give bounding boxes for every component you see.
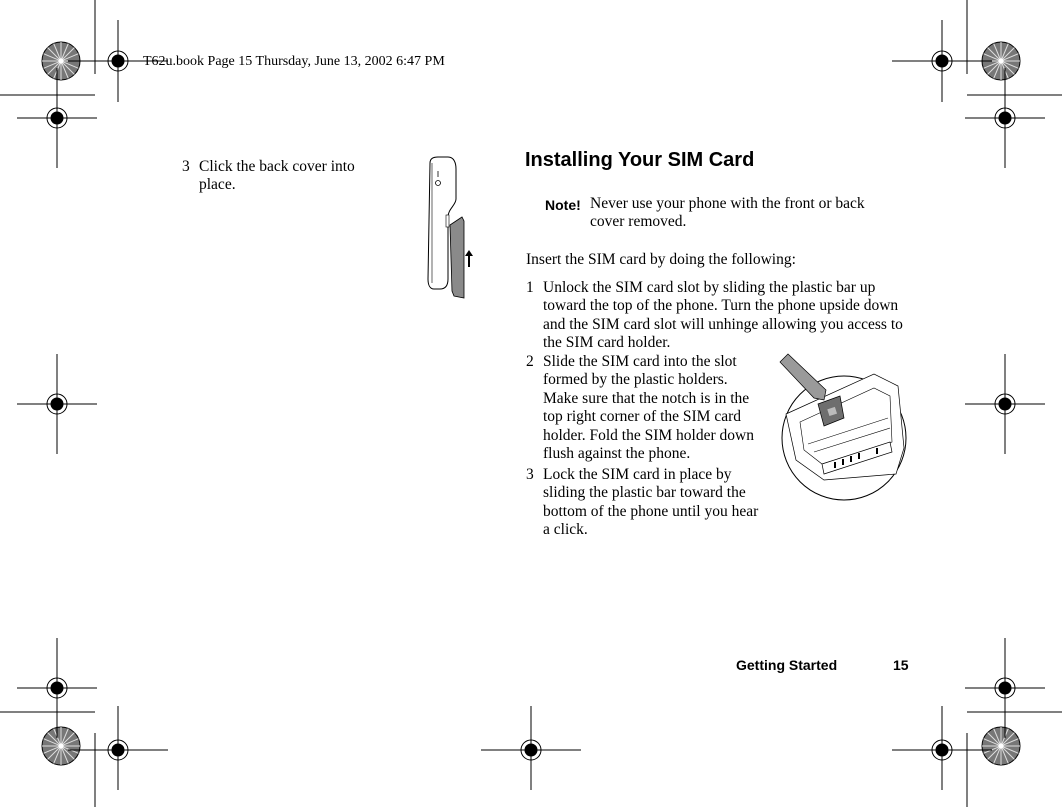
step-number: 1	[526, 279, 534, 296]
phone-back-cover-illustration	[420, 155, 480, 303]
step-number: 3	[526, 466, 534, 483]
crosshair-mark-right-bottom	[965, 638, 1045, 738]
crosshair-mark-top-2	[892, 20, 992, 102]
note-text: Never use your phone with the front or back cover removed.	[590, 195, 865, 231]
step-text: Slide the SIM card into the slot formed by the plastic holders. Make sure that the notch is in the top right corner of the SIM card holder. Fold the SIM holder down flush against the phone.	[543, 353, 754, 463]
crosshair-mark-bottom-2	[481, 706, 581, 790]
crosshair-mark-bottom-3	[892, 706, 992, 790]
right-step-3	[526, 466, 762, 540]
crosshair-mark-left-top	[17, 68, 97, 168]
step-text: Click the back cover into place.	[199, 158, 355, 194]
right-step-1	[526, 279, 911, 353]
step-text: Lock the SIM card in place by sliding the plastic bar toward the bottom of the phone until you hear a click.	[543, 466, 759, 539]
step-number: 3	[182, 158, 190, 175]
starburst-target-bottom-right	[982, 727, 1020, 765]
note-label: Note!	[545, 197, 581, 213]
footer-section-title: Getting Started	[736, 657, 838, 673]
book-slug: T62u.book Page 15 Thursday, June 13, 2002 6:47 PM	[143, 54, 445, 69]
step-number: 2	[526, 353, 534, 370]
sim-card-insertion-illustration	[778, 352, 910, 504]
step-text: Unlock the SIM card slot by sliding the plastic bar up toward the top of the phone. Turn the phone upside down and the SIM card slot will unhinge allowing you access to the SIM card holder.	[543, 279, 903, 352]
page-number: 15	[893, 657, 909, 673]
crosshair-mark-right-middle	[965, 354, 1045, 454]
right-step-2	[526, 353, 762, 463]
crosshair-mark-left-bottom	[17, 638, 97, 738]
intro-text: Insert the SIM card by doing the following:	[526, 251, 796, 268]
crosshair-mark-right-top	[965, 68, 1045, 168]
crosshair-mark-left-middle	[17, 354, 97, 454]
starburst-target-bottom-left	[42, 727, 80, 765]
crosshair-mark-bottom-1	[68, 706, 168, 790]
left-step-3	[182, 158, 387, 195]
section-heading: Installing Your SIM Card	[525, 149, 755, 171]
